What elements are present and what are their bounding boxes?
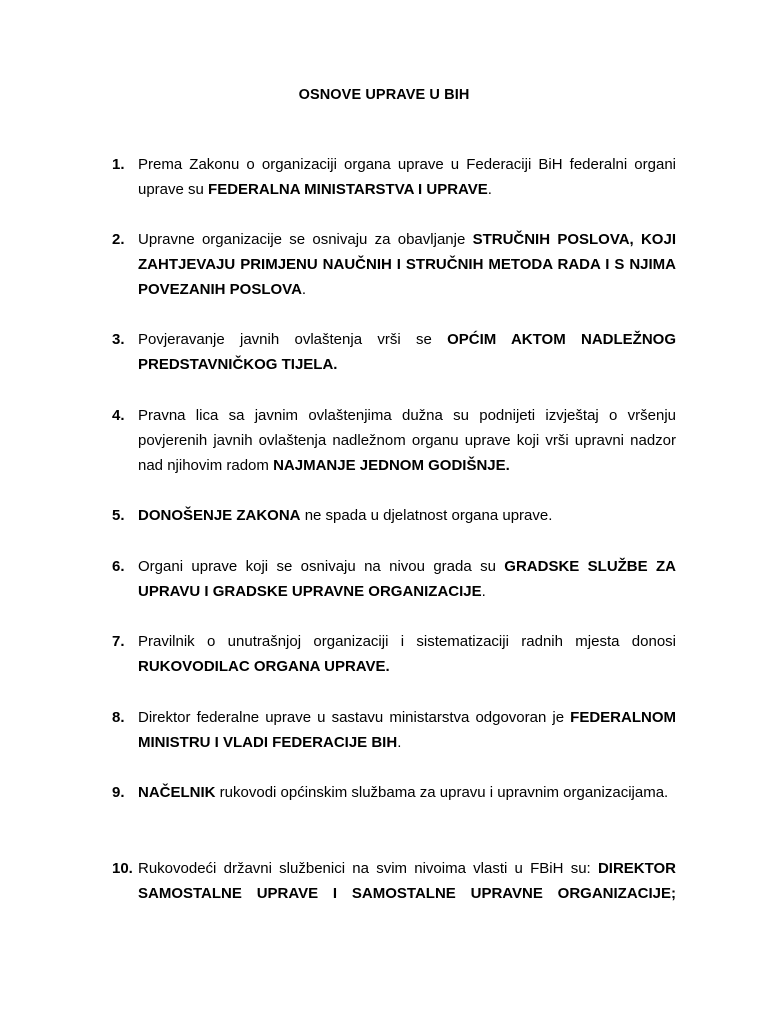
item-number: 7. [112, 633, 125, 650]
item-plain-text: Organi uprave koji se osnivaju na nivou grada su [138, 558, 505, 575]
item-plain-text: Direktor federalne uprave u sastavu ministarstva odgovoran je [138, 709, 571, 726]
list-item [112, 705, 676, 755]
item-text [138, 152, 676, 202]
item-number: 2. [112, 231, 125, 248]
item-text [138, 403, 676, 478]
item-plain-text: Prema Zakonu o organizaciji organa uprave u Federaciji BiH federalni organi uprave su [138, 156, 676, 198]
list-item [112, 629, 676, 679]
item-number: 3. [112, 331, 125, 348]
item-text [138, 856, 676, 906]
item-number: 10. [112, 860, 133, 877]
list-item [112, 554, 676, 604]
item-bold-text: FEDERALNA MINISTARSTVA I UPRAVE [208, 181, 488, 198]
item-plain-text: . [301, 281, 307, 298]
item-plain-text: rukovodi općinskim službama za upravu i upravnim organizacijama. [215, 784, 669, 801]
document-title: OSNOVE UPRAVE U BIH [298, 87, 470, 103]
list-item [112, 227, 676, 302]
item-text [138, 554, 676, 604]
item-plain-text: Pravna lica sa javnim ovlaštenjima dužna su podnijeti izvještaj o vršenju povjerenih javnih ovlaštenja nadležnom organu uprave koji vrši upravni nadzor nad njihovim radom [138, 407, 676, 474]
list-item [112, 503, 676, 528]
list-item [112, 403, 676, 478]
item-text [138, 780, 676, 805]
item-text [138, 327, 676, 377]
list-item [112, 856, 676, 906]
item-number: 6. [112, 558, 125, 575]
item-text [138, 705, 676, 755]
item-bold-text: FEDERALNOM MINISTRU I VLADI FEDERACIJE BIH [138, 709, 676, 751]
item-bold-text: DIREKTOR SAMOSTALNE UPRAVE I SAMOSTALNE UPRAVNE ORGANIZACIJE; [138, 860, 676, 902]
item-plain-text: Rukovodeći državni službenici na svim nivoima vlasti u FBiH su: [138, 860, 598, 877]
list-item [112, 327, 676, 377]
item-number: 8. [112, 709, 125, 726]
item-text [138, 629, 676, 679]
item-plain-text: . [487, 181, 492, 198]
item-bold-text: GRADSKE SLUŽBE ZA UPRAVU I GRADSKE UPRAVNE ORGANIZACIJE [138, 558, 677, 600]
list-item [112, 152, 676, 202]
list-item [112, 780, 676, 805]
item-bold-text: RUKOVODILAC ORGANA UPRAVE. [138, 658, 390, 675]
item-plain-text: Upravne organizacije se osnivaju za obavljanje [138, 231, 473, 248]
item-plain-text: . [481, 583, 486, 600]
item-number: 9. [112, 784, 125, 801]
item-bold-text: STRUČNIH POSLOVA, KOJI ZAHTJEVAJU PRIMJENU NAUČNIH I STRUČNIH METODA RADA I S NJIMA POVEZANIH POSLOVA [138, 231, 676, 298]
item-number: 1. [112, 156, 125, 173]
item-bold-text: DONOŠENJE ZAKONA [138, 507, 301, 524]
item-bold-text: OPĆIM AKTOM NADLEŽNOG PREDSTAVNIČKOG TIJELA. [138, 331, 676, 373]
item-plain-text: Pravilnik o unutrašnjoj organizaciji i sistematizaciji radnih mjesta donosi [138, 633, 676, 650]
item-bold-text: NAJMANJE JEDNOM GODIŠNJE. [273, 457, 510, 474]
item-text [138, 227, 676, 302]
item-plain-text: . [397, 734, 402, 751]
item-plain-text: ne spada u djelatnost organa uprave. [300, 507, 553, 524]
item-plain-text: Povjeravanje javnih ovlaštenja vrši se [138, 331, 448, 348]
item-text [138, 503, 676, 528]
item-number: 5. [112, 507, 125, 524]
item-number: 4. [112, 407, 125, 424]
item-bold-text: NAČELNIK [138, 784, 216, 801]
